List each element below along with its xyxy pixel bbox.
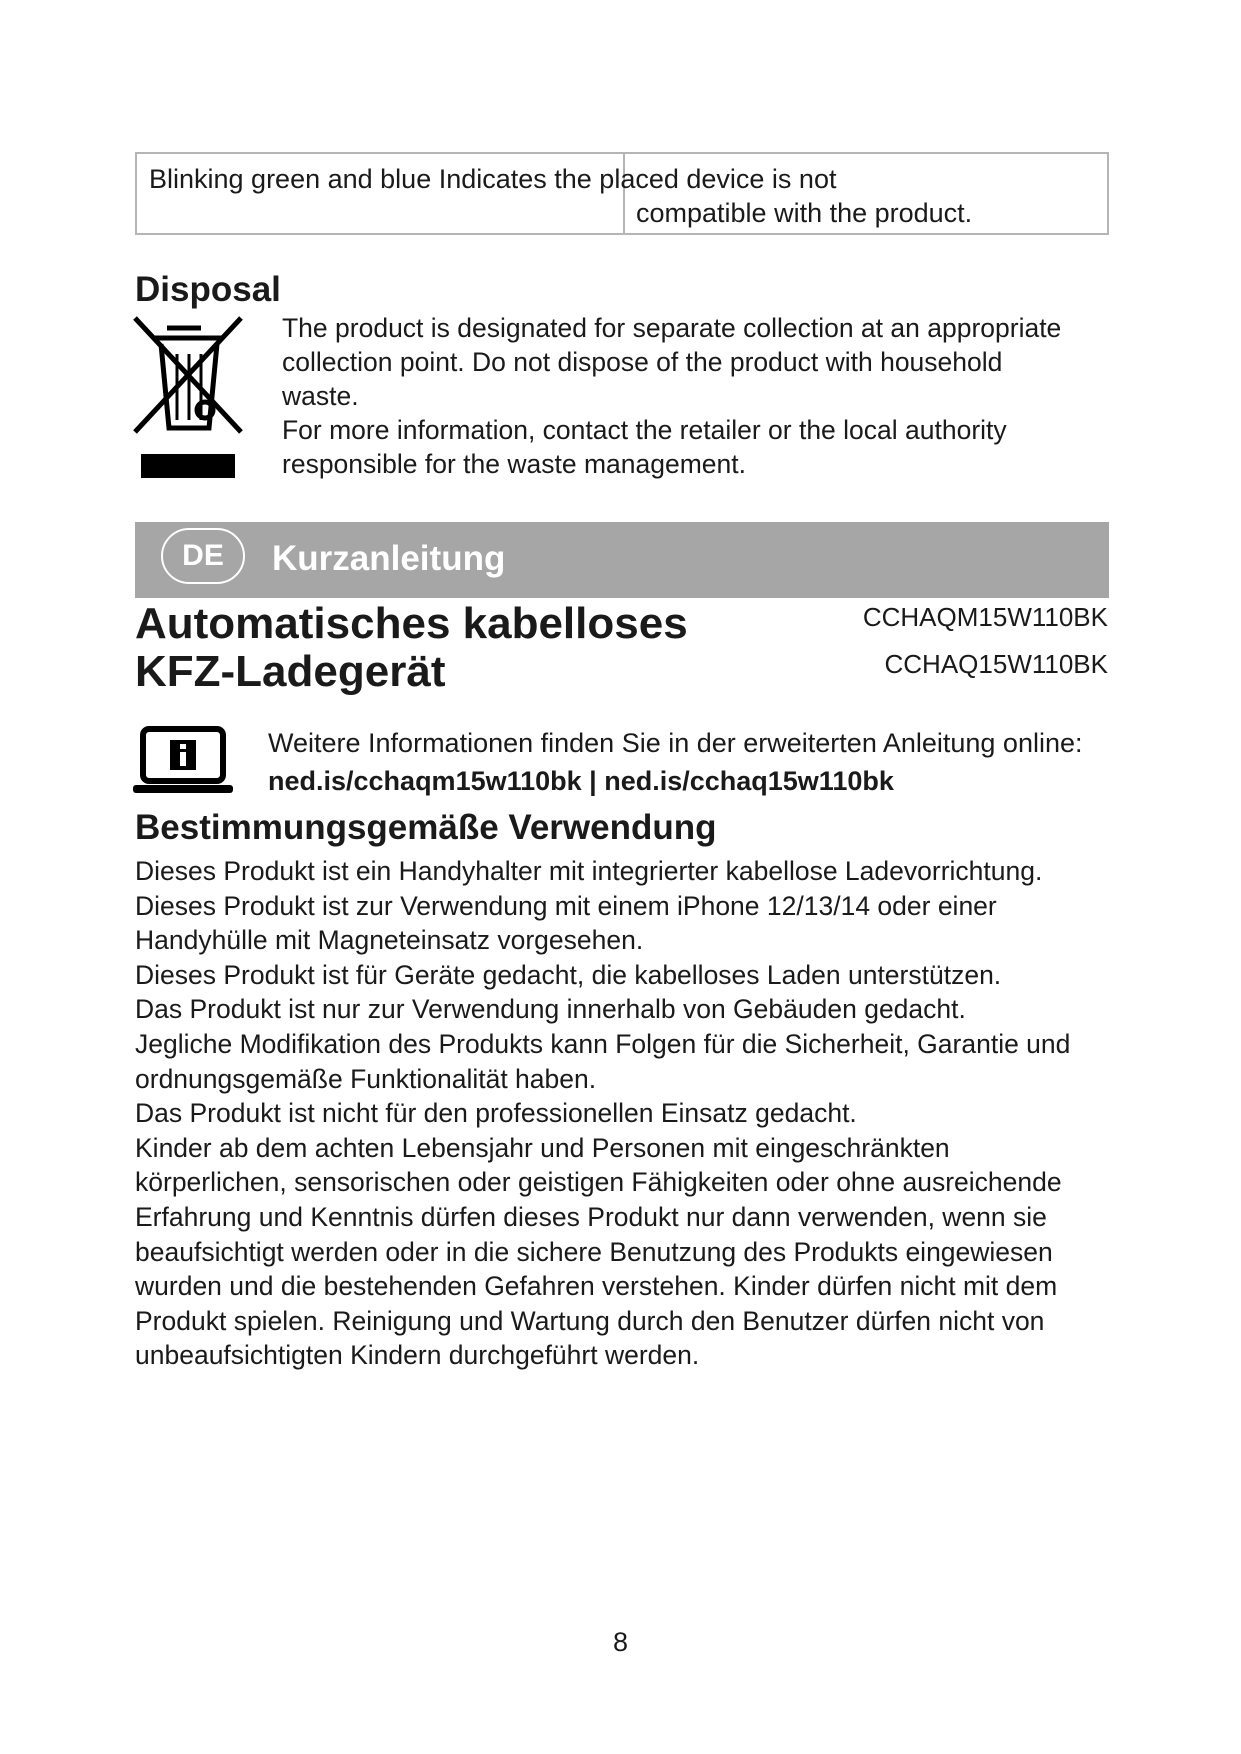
disposal-text [282, 311, 1112, 481]
usage-line: Das Produkt ist nur zur Verwendung innerhalb von Gebäuden gedacht. [135, 994, 966, 1025]
intended-use-heading: Bestimmungsgemäße Verwendung [135, 808, 717, 847]
page-number: 8 [612, 1627, 629, 1657]
usage-line: Das Produkt ist nicht für den professionellen Einsatz gedacht. [135, 1098, 857, 1129]
disposal-line: collection point. Do not dispose of the product with household [282, 347, 1003, 377]
disposal-line: responsible for the waste management. [282, 449, 747, 479]
usage-line: Dieses Produkt ist ein Handyhalter mit integrierter kabellose Ladevorrichtung. [135, 856, 1043, 886]
online-info-text: Weitere Informationen finden Sie in der erweiterten Anleitung online: [268, 728, 1083, 758]
online-manual-laptop-icon [133, 726, 233, 796]
led-status-table [135, 152, 1109, 235]
product-title-line-2: KFZ-Ladegerät [135, 647, 446, 696]
usage-line: Dieses Produkt ist für Geräte gedacht, die kabelloses Laden unterstützen. [135, 959, 1002, 990]
intended-use-text [135, 854, 1115, 1373]
table-row-text-continued: compatible with the product. [636, 198, 973, 228]
online-info [268, 724, 1108, 800]
model-number: CCHAQ15W110BK [884, 649, 1108, 679]
product-title [135, 600, 775, 696]
usage-line: Kinder ab dem achten Lebensjahr und Personen mit eingeschränkten [135, 1132, 950, 1163]
usage-line: unbeaufsichtigten Kindern durchgeführt werden. [135, 1340, 700, 1371]
language-banner [135, 522, 1109, 598]
product-title-line-1: Automatisches kabelloses [135, 599, 688, 648]
model-number: CCHAQM15W110BK [862, 602, 1108, 632]
usage-line: Erfahrung und Kenntnis dürfen dieses Produkt nur dann verwenden, wenn sie [135, 1201, 1047, 1232]
manual-links[interactable]: ned.is/cchaqm15w110bk | ned.is/cchaq15w110bk [268, 766, 894, 796]
disposal-line: The product is designated for separate collection at an appropriate [282, 313, 1062, 343]
table-row-text: Blinking green and blue Indicates the placed device is not [149, 164, 837, 194]
usage-line: Handyhülle mit Magneteinsatz vorgesehen. [135, 925, 644, 956]
usage-line: körperlichen, sensorischen oder geistigen Fähigkeiten oder ohne ausreichende [135, 1167, 1062, 1198]
disposal-line: For more information, contact the retailer or the local authority [282, 415, 1007, 445]
usage-line: beaufsichtigt werden oder in die sichere Benutzung des Produkts eingewiesen [135, 1236, 1053, 1267]
disposal-line: waste. [282, 381, 359, 411]
weee-crossed-bin-icon [133, 314, 245, 484]
disposal-heading: Disposal [135, 270, 281, 309]
usage-line: wurden und die bestehenden Gefahren verstehen. Kinder dürfen nicht mit dem [135, 1271, 1058, 1302]
usage-line: Produkt spielen. Reinigung und Wartung durch den Benutzer dürfen nicht von [135, 1305, 1045, 1336]
language-code-badge: DE [161, 528, 245, 584]
usage-line: Jegliche Modifikation des Produkts kann Folgen für die Sicherheit, Garantie und [135, 1028, 1071, 1059]
usage-line: ordnungsgemäße Funktionalität haben. [135, 1063, 597, 1094]
banner-title: Kurzanleitung [272, 539, 506, 578]
usage-line: Dieses Produkt ist zur Verwendung mit einem iPhone 12/13/14 oder einer [135, 890, 997, 921]
